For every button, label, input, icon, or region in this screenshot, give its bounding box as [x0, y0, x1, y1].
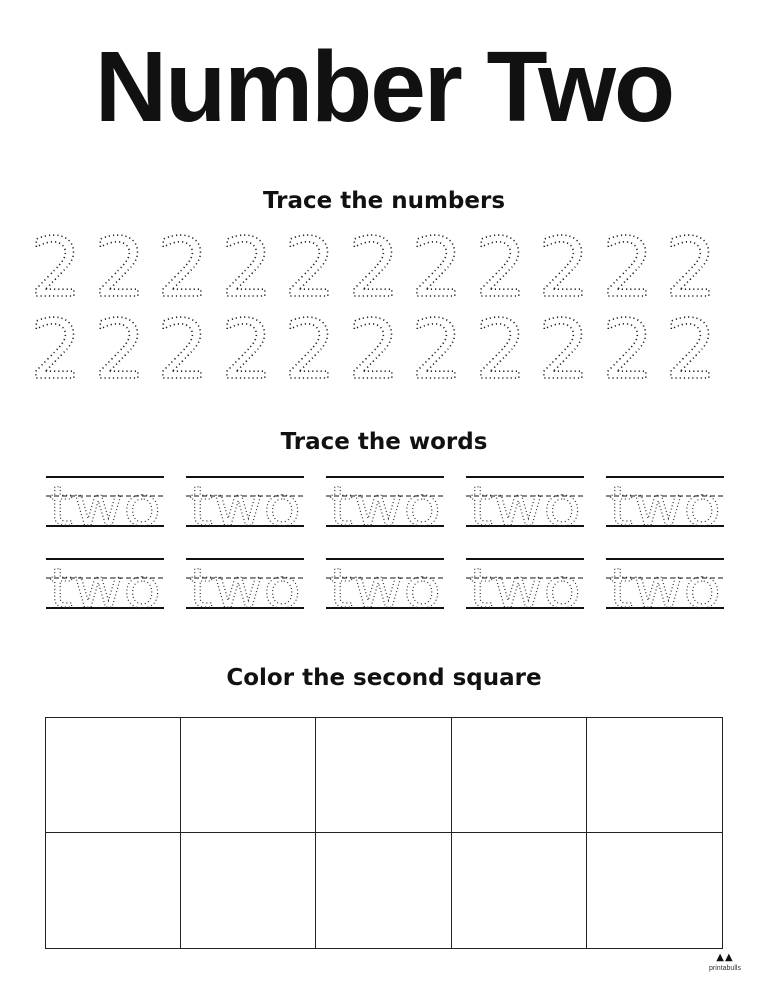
trace-word	[326, 470, 444, 536]
trace-word	[466, 552, 584, 618]
trace-words-row	[0, 470, 768, 536]
trace-word	[606, 470, 724, 536]
coloring-square[interactable]	[46, 718, 181, 833]
trace-digit	[280, 310, 340, 390]
logo-text: printabulls	[709, 965, 741, 972]
trace-digit	[26, 228, 86, 308]
trace-digit	[26, 310, 86, 390]
coloring-square[interactable]	[316, 833, 451, 948]
trace-word-text: two	[469, 557, 581, 618]
trace-digit-text: 2	[474, 310, 527, 390]
trace-word-text: two	[189, 557, 301, 618]
trace-digit	[471, 228, 531, 308]
trace-numbers-row	[26, 310, 746, 400]
trace-digit	[598, 228, 658, 308]
coloring-square[interactable]	[587, 833, 722, 948]
trace-digit	[90, 228, 150, 308]
trace-word-text: two	[469, 475, 581, 536]
trace-digit-text: 2	[156, 228, 210, 308]
trace-word-text: two	[189, 475, 301, 536]
trace-digit	[344, 310, 404, 390]
trace-word	[326, 552, 444, 618]
trace-digit	[661, 228, 721, 308]
bull-logo-icon: ▲▲	[716, 952, 734, 963]
coloring-squares-grid	[45, 717, 723, 949]
coloring-square[interactable]	[181, 718, 316, 833]
trace-word-text: two	[49, 557, 161, 618]
trace-word	[186, 470, 304, 536]
trace-digit	[661, 310, 721, 390]
coloring-square[interactable]	[46, 833, 181, 948]
trace-digit	[217, 310, 277, 390]
trace-digit	[534, 310, 594, 390]
trace-digit-text: 2	[601, 228, 654, 308]
trace-digit-text: 2	[156, 310, 210, 390]
trace-word-text: two	[609, 557, 721, 618]
trace-digit	[280, 228, 340, 308]
trace-digit-text: 2	[29, 228, 83, 308]
trace-digit	[534, 228, 594, 308]
trace-words-heading: Trace the words	[280, 429, 488, 455]
trace-digit-text: 2	[283, 310, 337, 390]
trace-digit-text: 2	[410, 228, 464, 308]
trace-digit-text: 2	[93, 310, 146, 390]
trace-word	[606, 552, 724, 618]
trace-digit-text: 2	[220, 310, 273, 390]
coloring-square[interactable]	[452, 718, 587, 833]
trace-digit	[153, 310, 213, 390]
trace-word	[186, 552, 304, 618]
trace-digit-text: 2	[29, 310, 83, 390]
coloring-square[interactable]	[452, 833, 587, 948]
trace-word-text: two	[609, 475, 721, 536]
trace-digit-text: 2	[664, 310, 718, 390]
trace-digit-text: 2	[347, 310, 400, 390]
trace-word-text: two	[329, 557, 441, 618]
trace-digit	[217, 228, 277, 308]
trace-digit-text: 2	[410, 310, 464, 390]
trace-word	[46, 470, 164, 536]
coloring-square[interactable]	[181, 833, 316, 948]
trace-digit-text: 2	[537, 310, 591, 390]
trace-numbers-heading: Trace the numbers	[262, 188, 506, 214]
trace-digit-text: 2	[93, 228, 146, 308]
trace-word	[46, 552, 164, 618]
trace-digit	[407, 228, 467, 308]
trace-digit-text: 2	[347, 228, 400, 308]
coloring-square[interactable]	[587, 718, 722, 833]
trace-word-text: two	[329, 475, 441, 536]
trace-digit	[471, 310, 531, 390]
page-title: Number Two	[94, 31, 674, 143]
trace-digit-text: 2	[283, 228, 337, 308]
trace-digit-text: 2	[537, 228, 591, 308]
trace-digit	[344, 228, 404, 308]
trace-digit	[90, 310, 150, 390]
trace-digit-text: 2	[474, 228, 527, 308]
coloring-square[interactable]	[316, 718, 451, 833]
trace-digit	[407, 310, 467, 390]
trace-numbers-row	[26, 228, 746, 318]
trace-words-row	[0, 552, 768, 618]
trace-digit-text: 2	[664, 228, 718, 308]
printabulls-logo	[705, 952, 745, 978]
trace-digit-text: 2	[220, 228, 273, 308]
color-square-heading: Color the second square	[226, 665, 542, 691]
trace-digit	[598, 310, 658, 390]
trace-digit-text: 2	[601, 310, 654, 390]
trace-word	[466, 470, 584, 536]
trace-word-text: two	[49, 475, 161, 536]
trace-digit	[153, 228, 213, 308]
